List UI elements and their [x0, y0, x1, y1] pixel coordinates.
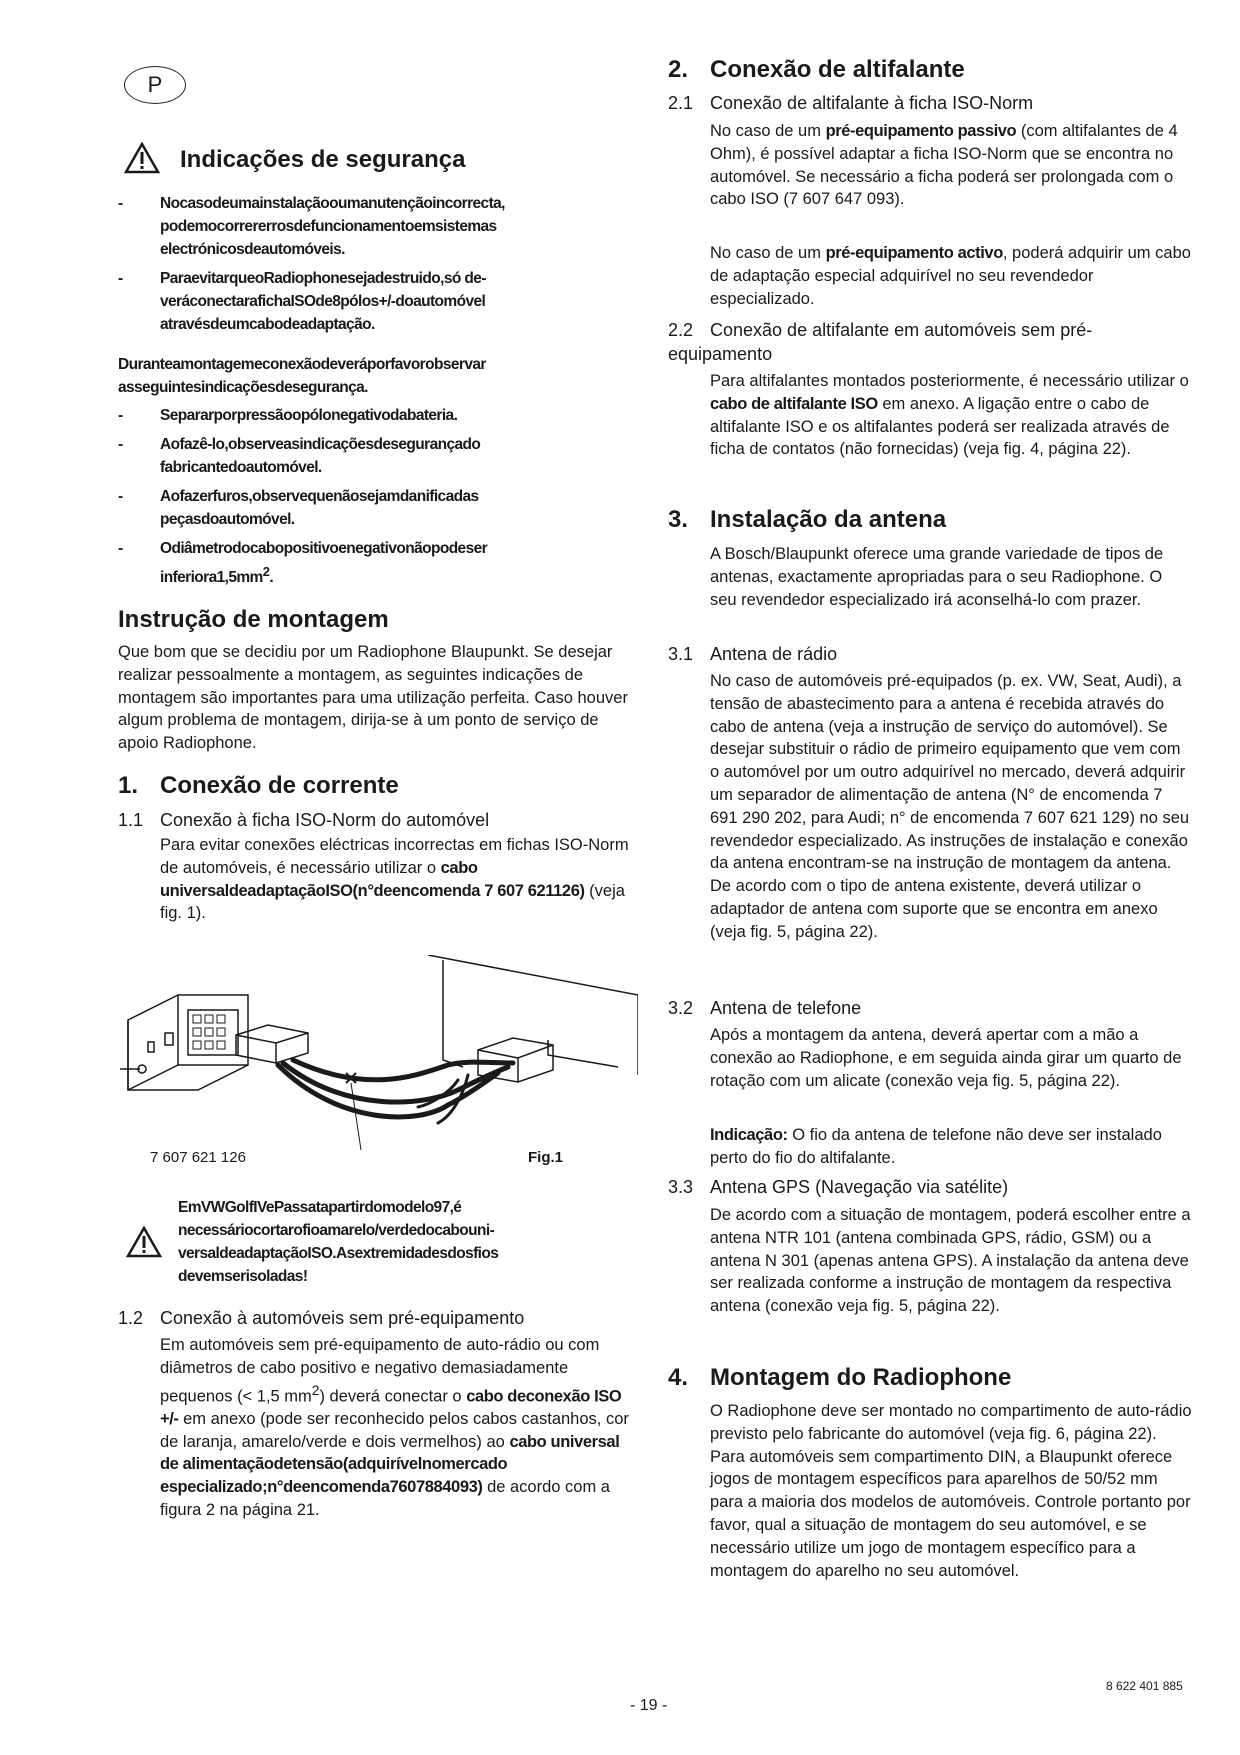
section-3-1-title: 3.1 Antena de rádio	[668, 644, 838, 664]
section-2-title: 2. Conexão de altifalante	[668, 56, 965, 83]
list-item: - Odiâmetrodocabopositivoenegativonãopodeser $inferiora1,5mm^2$.	[118, 540, 488, 587]
section-2-1-text-1: No caso de um pré-equipamento passivo (com altifalantes de 4 Ohm), é possível adaptar a ficha ISO-Norm que se encontra no automóvel. Se necessário a ficha poderá ser prolongada com o cabo ISO (7 607 647 093).	[710, 122, 1178, 209]
section-3-2-title: 3.2 Antena de telefone	[668, 998, 862, 1018]
montagem-text: Que bom que se decidiu por um Radiophone Blaupunkt. Se desejar realizar pessoalmente a montagem, as seguintes indicações de montagem são importantes para uma utilização perfeita. Caso houver algum problema de montagem, dirija-se à um ponto de serviço de apoio Radiophone.	[118, 643, 628, 753]
section-1-2-text: Em automóveis sem pré-equipamento de auto-rádio ou com diâmetros de cabo positivo e negativo demasiadamente pequenos (< 1,5 $mm^2$) deverá conectar o cabo deconexão ISO +/- em anexo (pode ser reconhecido pelos cabos castanhos, cor de laranja, amarelo/verde e dois vermelhos) ao cabo universal de alimentaçãodetensão(adquirívelnomercado especializado;n°deencomenda7607884093) de acordo com a figura 2 na página 21.	[160, 1336, 629, 1520]
document-code: 8 622 401 885	[1106, 1679, 1183, 1693]
warning-icon	[124, 142, 160, 174]
section-4-title: 4. Montagem do Radiophone	[668, 1364, 1012, 1391]
figure-label: Fig.1	[528, 1149, 564, 1166]
section-3-2-text: Após a montagem da antena, deverá apertar com a mão a conexão ao Radiophone, e em seguida ainda girar um quarto de rotação com um alicate (conexão veja fig. 5, página 22).	[710, 1026, 1182, 1090]
section-3-intro: A Bosch/Blaupunkt oferece uma grande variedade de tipos de antenas, exactamente apropriadas para o seu Radiophone. O seu revendedor especializado irá aconselhá-lo com prazer.	[710, 545, 1164, 609]
language-code: P	[147, 72, 163, 97]
section-2-2-text: Para altifalantes montados posteriormente, é necessário utilizar o cabo de altifalante ISO em anexo. A ligação entre o cabo de altifalante ISO e os altifalantes poderá ser realizada através de ficha de contatos (não fornecidas) (veja fig. 4, página 22).	[710, 372, 1189, 459]
section-3-2-note: Indicação: O fio da antena de telefone não deve ser instalado perto do fio do altifalante.	[710, 1126, 1162, 1167]
section-1-title: 1. Conexão de corrente	[118, 772, 399, 799]
list-item: - Aofazerfuros,observequenãosejamdanificadas peçasdoautomóvel.	[118, 488, 479, 528]
figure-part-number: 7 607 621 126	[150, 1149, 246, 1166]
safety-title: Indicações de segurança	[180, 146, 466, 173]
section-3-3-title: 3.3 Antena GPS (Navegação via satélite)	[668, 1177, 1009, 1197]
section-1-1-title: 1.1 Conexão à ficha ISO-Norm do automóvel	[118, 810, 490, 830]
list-item: - Separarporpressãoopólonegativodabateria.	[118, 407, 458, 424]
section-2-1-title: 2.1 Conexão de altifalante à ficha ISO-Norm	[668, 93, 1034, 113]
figure-1-diagram	[118, 955, 638, 1155]
section-1-2-title: 1.2 Conexão à automóveis sem pré-equipamento	[118, 1308, 525, 1328]
language-badge	[124, 66, 186, 104]
list-item: - Aofazê-lo,observeasindicaçõesdesegurançado fabricantedoautomóvel.	[118, 436, 481, 476]
section-1-1-text: Para evitar conexões eléctricas incorrectas em fichas ISO-Norm de automóveis, é necessário utilizar o cabo universaldeadaptaçãoISO(n°deencomenda 7 607 621126) (veja fig. 1).	[160, 836, 629, 923]
vw-golf-note: EmVWGolfIVePassatapartirdomodelo97,é necessáriocortarofioamarelo/verdedocabouni- versaldeadaptaçãoISO.Asextremidadesdosfios devemserisoladas!	[178, 1199, 499, 1285]
list-item: - Nocasodeumainstalaçãooumanutençãoincorrecta, podemocorrererrosdefuncionamentoemsistemas electrónicosdeautomóveis.	[118, 195, 505, 258]
warning-icon	[126, 1226, 162, 1258]
section-2-1-text-2: No caso de um pré-equipamento activo, poderá adquirir um cabo de adaptação especial adquirível no seu revendedor especializado.	[710, 244, 1191, 308]
section-2-2-title: 2.2 Conexão de altifalante em automóveis sem pré-equipamento	[668, 320, 1093, 364]
section-3-1-text: No caso de automóveis pré-equipados (p. ex. VW, Seat, Audi), a tensão de abastecimento para a antena é recebida através do cabo de antena (veja a instrução de serviço do automóvel). Se desejar substituir o rádio de primeiro equipamento que vem com o automóvel por um outro adquirível no mercado, deverá adquirir um separador de alimentação de antena (N° de encomenda 7 691 290 202, para Audi; n° de encomenda 7 607 621 129) no seu revendedor especializado. As instruções de instalação e conexão da antena encontram-se na instrução de montagem da antena. De acordo com o tipo de antena existente, deverá utilizar o adaptador de antena com suporte que se encontra em anexo (veja fig. 5, página 22).	[710, 672, 1190, 941]
section-3-title: 3. Instalação da antena	[668, 506, 947, 533]
safety-intro: Duranteamontagemeconexãodeveráporfavorobservar asseguintesindicaçõesdesegurança.	[118, 356, 486, 396]
page-number: - 19 -	[630, 1697, 668, 1714]
montagem-title: Instrução de montagem	[118, 606, 389, 633]
safety-list-1	[118, 192, 588, 342]
safety-list-2	[118, 404, 588, 595]
section-3-3-text: De acordo com a situação de montagem, poderá escolher entre a antena NTR 101 (antena combinada GPS, rádio, GSM) ou a antena N 301 (apenas antena GPS). A instalação da antena deve ser realizada conforme a instrução de montagem da respectiva antena (conexão veja fig. 5, página 22).	[710, 1206, 1191, 1316]
section-4-text: O Radiophone deve ser montado no compartimento de auto-rádio previsto pelo fabricante do automóvel (veja fig. 6, página 22). Para automóveis sem compartimento DIN, a Blaupunkt oferece jogos de montagem específicos para aparelhos de 50/52 mm para a maioria dos modelos de automóveis. Controle portanto por favor, qual a situação de montagem do seu automóvel, e se necessário utilize um jogo de montagem específico para a montagem do aparelho no seu automóvel.	[710, 1402, 1192, 1580]
list-item: - ParaevitarqueoRadiophonesejadestruido,só de- veráconectarafichaISOde8pólos+/-doautomóvel atravésdeumcabodeadaptação.	[118, 270, 486, 333]
